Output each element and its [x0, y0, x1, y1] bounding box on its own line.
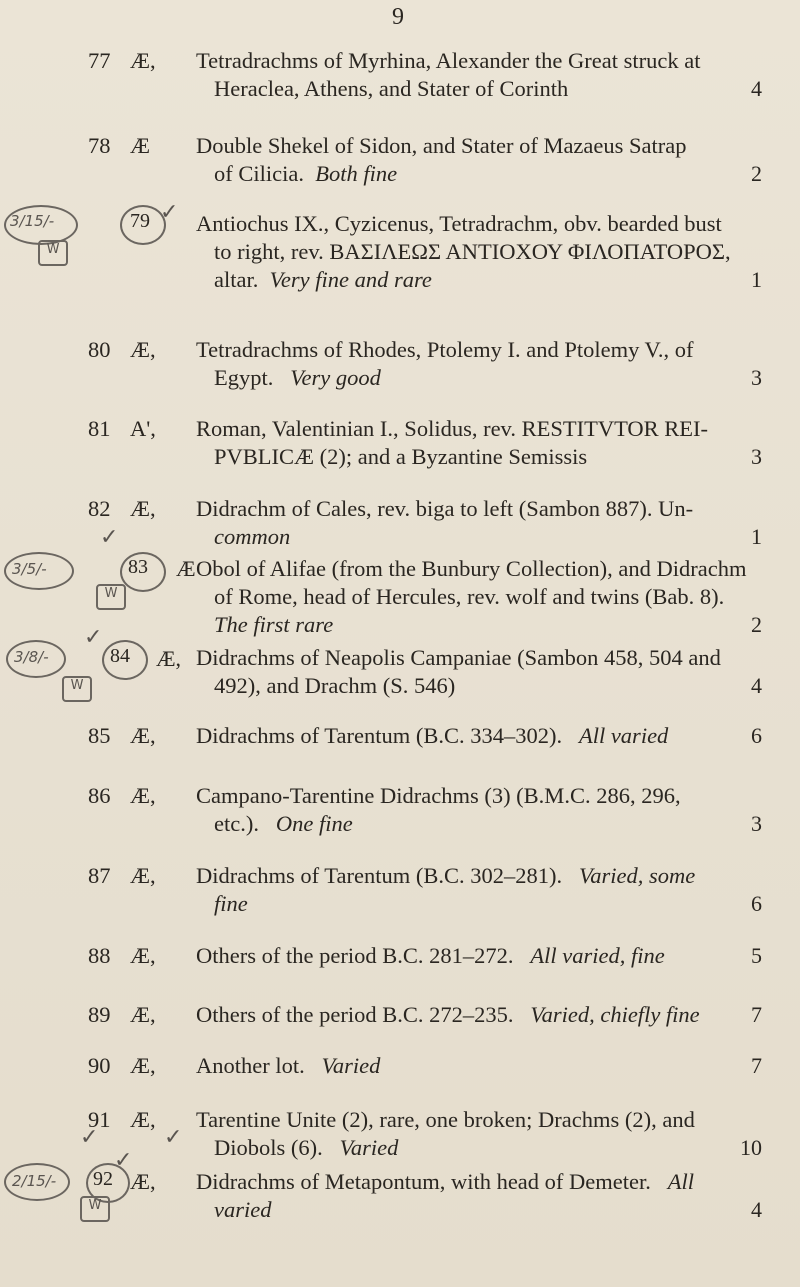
description-line: Campano-Tarentine Didrachms (3) (B.M.C. 286, 296, — [196, 783, 681, 808]
lot-quantity: 4 — [751, 1197, 762, 1222]
description-line — [196, 723, 668, 748]
lot-description — [196, 1052, 756, 1080]
metal-mark: A', — [130, 416, 156, 441]
annotation-circle — [4, 552, 74, 590]
page-number: 9 — [392, 4, 404, 30]
description-line — [196, 1053, 380, 1078]
description-line: Heraclea, Athens, and Stater of Corinth — [214, 76, 569, 101]
description-italic: varied — [214, 1197, 272, 1222]
annotation-circle — [4, 1163, 70, 1201]
lot-description — [196, 644, 756, 700]
lot-number: 91 — [88, 1107, 111, 1132]
description-italic: Very good — [290, 365, 381, 390]
ticket-letter: W — [104, 586, 118, 601]
description-line: PVBLICÆ (2); and a Byzantine Semissis — [214, 444, 588, 469]
metal-mark: Æ, — [130, 337, 156, 362]
metal-mark: Æ, — [130, 723, 156, 748]
description-text: of Cilicia. — [214, 161, 304, 186]
metal-mark: Æ, — [156, 646, 182, 671]
description-text: Egypt. — [214, 365, 274, 390]
description-line — [196, 890, 756, 918]
lot-quantity: 4 — [751, 673, 762, 698]
description-text: Others of the period B.C. 272–235. — [196, 1002, 514, 1027]
price-annotation: 2/15/- — [12, 1172, 57, 1190]
lot-number: 87 — [88, 863, 111, 888]
lot-quantity: 6 — [751, 723, 762, 748]
description-italic: Varied — [339, 1135, 399, 1160]
lot-number: 88 — [88, 943, 111, 968]
description-line — [196, 611, 756, 639]
description-text: Didrachms of Tarentum (B.C. 302–281). — [196, 863, 563, 888]
description-text: Others of the period B.C. 281–272. — [196, 943, 514, 968]
lot-quantity: 3 — [751, 365, 762, 390]
ticket-box — [62, 676, 92, 702]
ticket-box — [80, 1196, 110, 1222]
description-line: Double Shekel of Sidon, and Stater of Mazaeus Satrap — [196, 133, 687, 158]
lot-description — [196, 210, 756, 294]
lot-number: 90 — [88, 1053, 111, 1078]
description-line: Roman, Valentinian I., Solidus, rev. RESTITVTOR REI- — [196, 416, 709, 441]
description-italic: The first rare — [214, 612, 334, 637]
metal-mark: Æ — [176, 556, 196, 581]
description-line — [196, 1134, 756, 1162]
description-line — [196, 364, 756, 392]
metal-mark: Æ, — [130, 1053, 156, 1078]
lot-description — [196, 495, 756, 551]
description-line — [196, 1169, 694, 1194]
description-italic: All varied — [578, 723, 669, 748]
price-annotation: 3/15/- — [10, 212, 55, 230]
metal-mark: Æ, — [130, 863, 156, 888]
description-text: etc.). — [214, 811, 259, 836]
description-italic: Varied, some — [578, 863, 696, 888]
lot-description — [196, 1106, 756, 1162]
description-italic: Both fine — [315, 161, 398, 186]
description-italic: Varied — [321, 1053, 381, 1078]
description-line: Didrachm of Cales, rev. biga to left (Sambon 887). Un- — [196, 496, 694, 521]
circled-lot-number: 92 — [93, 1168, 113, 1190]
description-italic: fine — [214, 891, 248, 916]
ticket-letter: W — [46, 242, 60, 257]
description-text: Another lot. — [196, 1053, 305, 1078]
description-line — [196, 523, 756, 551]
lot-quantity: 2 — [751, 612, 762, 637]
description-line: Obol of Alifae (from the Bunbury Collection), and Didrachm — [196, 556, 747, 581]
lot-number: 85 — [88, 723, 111, 748]
ticket-box — [38, 240, 68, 266]
ticket-letter: W — [70, 678, 84, 693]
description-line: to right, rev. ΒΑΣΙΛΕΩΣ ΑΝΤΙΟΧΟΥ ΦΙΛΟΠΑΤΟΡΟΣ, — [214, 239, 731, 264]
metal-mark: Æ, — [130, 1002, 156, 1027]
lot-description — [196, 1001, 756, 1029]
lot-quantity: 2 — [751, 161, 762, 186]
metal-mark: Æ, — [130, 496, 156, 521]
circled-lot-number: 79 — [130, 210, 150, 232]
lot-quantity: 7 — [751, 1002, 762, 1027]
circled-lot-number: 83 — [128, 556, 148, 578]
lot-description — [196, 942, 756, 970]
description-italic: Very fine and rare — [269, 267, 432, 292]
description-line: Didrachms of Neapolis Campaniae (Sambon 458, 504 and — [196, 645, 721, 670]
lot-number: 81 — [88, 416, 111, 441]
metal-mark: Æ — [130, 133, 151, 158]
description-line — [196, 1002, 700, 1027]
tick-mark-icon: ✓ — [160, 200, 179, 225]
lot-description — [196, 782, 756, 838]
lot-number: 78 — [88, 133, 111, 158]
description-line — [196, 810, 756, 838]
description-line: Tetradrachms of Myrhina, Alexander the Great struck at — [196, 48, 701, 73]
lot-description — [196, 555, 756, 639]
description-line: Tarentine Unite (2), rare, one broken; Drachms (2), and — [196, 1107, 695, 1132]
description-italic: common — [214, 524, 291, 549]
lot-quantity: 10 — [740, 1135, 762, 1160]
price-annotation: 3/8/- — [14, 648, 49, 666]
lot-description — [196, 722, 756, 750]
lot-number: 86 — [88, 783, 111, 808]
tick-mark-icon: ✓ — [84, 625, 103, 650]
metal-mark: Æ, — [130, 1169, 156, 1194]
metal-mark: Æ, — [130, 1107, 156, 1132]
lot-description — [196, 1168, 756, 1224]
description-italic: One fine — [275, 811, 353, 836]
description-line: Tetradrachms of Rhodes, Ptolemy I. and Ptolemy V., of — [196, 337, 694, 362]
lot-number: 77 — [88, 48, 111, 73]
lot-description — [196, 415, 756, 471]
description-text: Didrachms of Metapontum, with head of Demeter. — [196, 1169, 651, 1194]
ticket-letter: W — [88, 1198, 102, 1213]
metal-mark: Æ, — [130, 943, 156, 968]
description-line: 492), and Drachm (S. 546) — [214, 673, 456, 698]
description-line — [196, 160, 756, 188]
tick-mark-icon: ✓ — [80, 1125, 99, 1150]
metal-mark: Æ, — [130, 48, 156, 73]
lot-quantity: 7 — [751, 1053, 762, 1078]
description-line — [196, 943, 665, 968]
description-italic: All — [667, 1169, 695, 1194]
description-italic: All varied, fine — [530, 943, 665, 968]
description-text: Didrachms of Tarentum (B.C. 334–302). — [196, 723, 563, 748]
description-text: Diobols (6). — [214, 1135, 323, 1160]
lot-quantity: 3 — [751, 811, 762, 836]
circled-lot-number: 84 — [110, 645, 130, 667]
annotation-circle — [6, 640, 66, 678]
lot-quantity: 1 — [751, 524, 762, 549]
price-annotation: 3/5/- — [12, 560, 47, 578]
tick-mark-icon: ✓ — [100, 525, 119, 550]
annotation-circle — [4, 205, 78, 245]
description-line — [196, 1196, 756, 1224]
lot-description — [196, 132, 756, 188]
description-line — [196, 863, 695, 888]
tick-mark-icon: ✓ — [114, 1148, 133, 1173]
description-line: Antiochus IX., Cyzicenus, Tetradrachm, obv. bearded bust — [196, 211, 722, 236]
lot-quantity: 1 — [751, 267, 762, 292]
description-text: altar. — [214, 267, 259, 292]
lot-description — [196, 336, 756, 392]
ticket-box — [96, 584, 126, 610]
description-line: of Rome, head of Hercules, rev. wolf and twins (Bab. 8). — [214, 584, 725, 609]
lot-number: 80 — [88, 337, 111, 362]
metal-mark: Æ, — [130, 783, 156, 808]
lot-quantity: 5 — [751, 943, 762, 968]
tick-mark-icon: ✓ — [164, 1125, 183, 1150]
lot-number: 89 — [88, 1002, 111, 1027]
lot-description — [196, 862, 756, 918]
description-line — [196, 266, 756, 294]
lot-number: 82 — [88, 496, 111, 521]
description-italic: Varied, chiefly fine — [530, 1002, 700, 1027]
lot-description — [196, 47, 756, 103]
lot-quantity: 4 — [751, 76, 762, 101]
lot-quantity: 6 — [751, 891, 762, 916]
lot-quantity: 3 — [751, 444, 762, 469]
